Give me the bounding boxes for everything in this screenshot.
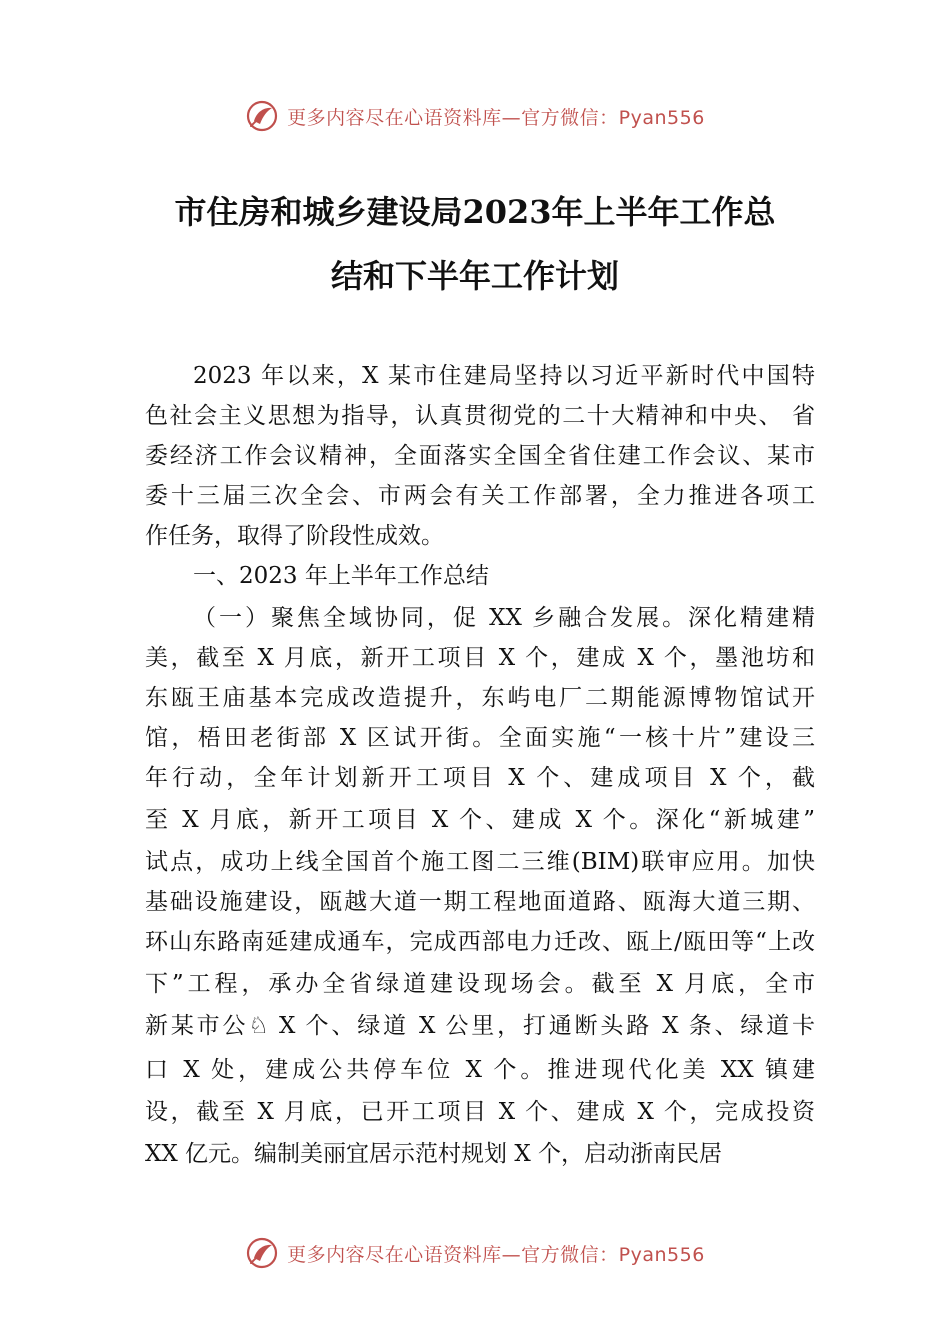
body-line: 口 X 处，建成公共停车位 X 个。推进现代化美 XX 镇建 bbox=[145, 1057, 815, 1083]
body-line: 委十三届三次全会、市两会有关工作部署，全力推进各项工 bbox=[145, 483, 815, 509]
watermark-text: 更多内容尽在心语资料库—官方微信：Pyan556 bbox=[287, 1243, 705, 1266]
body-line: （一）聚焦全域协同，促 XX 乡融合发展。深化精建精 bbox=[193, 605, 815, 631]
body-line: 东瓯王庙基本完成改造提升，东屿电厂二期能源博物馆试开 bbox=[145, 685, 815, 711]
body-line: 下”工程，承办全省绿道建设现场会。截至 X 月底，全市 bbox=[145, 971, 815, 997]
watermark-top bbox=[0, 96, 950, 136]
body-line: 环山东路南延建成通车，完成西部电力迁改、瓯上/瓯田等“上改 bbox=[145, 929, 815, 955]
library-logo-icon bbox=[245, 1236, 279, 1270]
library-logo-icon bbox=[245, 99, 279, 133]
watermark-bottom bbox=[0, 1233, 950, 1273]
body-line: 至 X 月底，新开工项目 X 个、建成 X 个。深化“新城建” bbox=[145, 807, 815, 833]
body-line: XX 亿元。编制美丽宜居示范村规划 X 个，启动浙南民居 bbox=[145, 1141, 723, 1167]
body-line: 基础设施建设，瓯越大道一期工程地面道路、瓯海大道三期、 bbox=[145, 889, 815, 915]
body-line: 设，截至 X 月底，已开工项目 X 个、建成 X 个，完成投资 bbox=[145, 1099, 815, 1125]
body-line: 委经济工作会议精神，全面落实全国全省住建工作会议、某市 bbox=[145, 443, 815, 469]
section-heading: 一、2023 年上半年工作总结 bbox=[193, 563, 489, 589]
body-line: 试点，成功上线全国首个施工图二三维(BIM)联审应用。加快 bbox=[145, 849, 815, 875]
body-line: 2023 年以来，X 某市住建局坚持以习近平新时代中国特 bbox=[193, 363, 815, 389]
document-title-line-1: 市住房和城乡建设局2023年上半年工作总 bbox=[174, 193, 776, 231]
body-line: 色社会主义思想为指导，认真贯彻党的二十大精神和中央、 省 bbox=[145, 403, 815, 429]
body-line: 美，截至 X 月底，新开工项目 X 个，建成 X 个，墨池坊和 bbox=[145, 645, 815, 671]
document-title-line-2: 结和下半年工作计划 bbox=[330, 257, 619, 295]
body-line: 馆，梧田老街部 X 区试开街。全面实施“一核十片”建设三 bbox=[145, 725, 815, 751]
body-line: 新某市公♘ X 个、绿道 X 公里，打通断头路 X 条、绿道卡 bbox=[145, 1013, 815, 1039]
watermark-text: 更多内容尽在心语资料库—官方微信：Pyan556 bbox=[287, 106, 705, 129]
body-line: 年行动，全年计划新开工项目 X 个、建成项目 X 个，截 bbox=[145, 765, 815, 791]
body-line: 作任务，取得了阶段性成效。 bbox=[145, 523, 444, 549]
